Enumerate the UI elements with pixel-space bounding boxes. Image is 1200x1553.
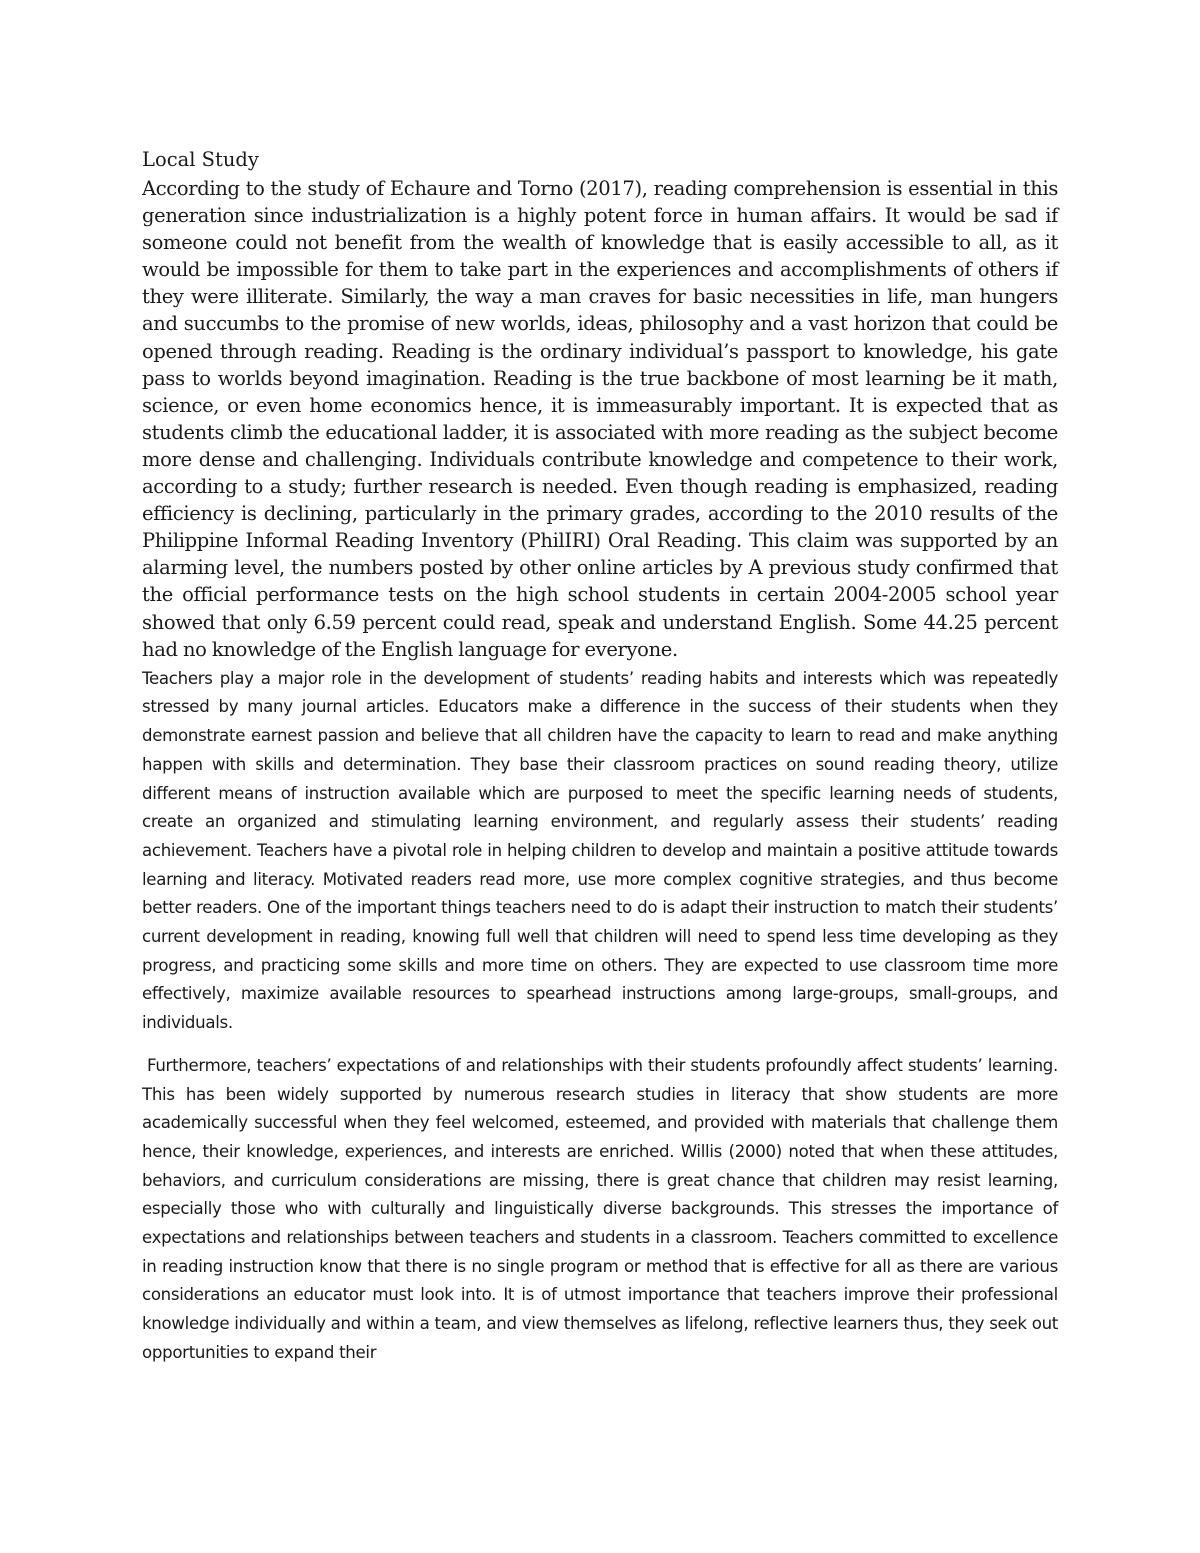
paragraph-local-study: According to the study of Echaure and Torno (2017), reading comprehension is essential in this generation since industrialization is a highly potent force in human affairs. It would be sad if someone could not benefit from the wealth of knowledge that is easily accessible to all, as it would be impossible for them to take part in the experiences and accomplishments of others if they were illiterate. Similarly, the way a man craves for basic necessities in life, man hungers and succumbs to the promise of new worlds, ideas, philosophy and a vast horizon that could be opened through reading. Reading is the ordinary individual’s passport to knowledge, his gate pass to worlds beyond imagination. Reading is the true backbone of most learning be it math, science, or even home economics hence, it is immeasurably important. It is expected that as students climb the educational ladder, it is associated with more reading as the subject become more dense and challenging. Individuals contribute knowledge and competence to their work, according to a study; further research is needed. Even though reading is emphasized, reading efficiency is declining, particularly in the primary grades, according to the 2010 results of the Philippine Informal Reading Inventory (PhilIRI) Oral Reading. This claim was supported by an alarming level, the numbers posted by other online articles by A previous study confirmed that the official performance tests on the high school students in certain 2004-2005 school year showed that only 6.59 percent could read, speak and understand English. Some 44.25 percent had no knowledge of the English language for everyone.: [142, 177, 1058, 661]
section-heading: Local Study: [142, 148, 259, 171]
paragraph-teachers-role: Teachers play a major role in the development of students’ reading habits and interests which was repeatedly stressed by many journal articles. Educators make a difference in the success of their students when they demonstrate earnest passion and believe that all children have the capacity to learn to read and make anything happen with skills and determination. They base their classroom practices on sound reading theory, utilize different means of instruction available which are purposed to meet the specific learning needs of students, create an organized and stimulating learning environment, and regularly assess their students’ reading achievement. Teachers have a pivotal role in helping children to develop and maintain a positive attitude towards learning and literacy. Motivated readers read more, use more complex cognitive strategies, and thus become better readers. One of the important things teachers need to do is adapt their instruction to match their students’ current development in reading, knowing full well that children will need to spend less time developing as they progress, and practicing some skills and more time on others. They are expected to use classroom time more effectively, maximize available resources to spearhead instructions among large-groups, small-groups, and individuals.: [142, 668, 1058, 1033]
document-body: [142, 146, 1058, 1368]
paragraph-teacher-expectations: Furthermore, teachers’ expectations of and relationships with their students profoundly affect students’ learning. This has been widely supported by numerous research studies in literacy that show students are more academically successful when they feel welcomed, esteemed, and provided with materials that challenge them hence, their knowledge, experiences, and interests are enriched. Willis (2000) noted that when these attitudes, behaviors, and curriculum considerations are missing, there is great chance that children may resist learning, especially those who with culturally and linguistically diverse backgrounds. This stresses the importance of expectations and relationships between teachers and students in a classroom. Teachers committed to excellence in reading instruction know that there is no single program or method that is effective for all as there are various considerations an educator must look into. It is of utmost importance that teachers improve their professional knowledge individually and within a team, and view themselves as lifelong, reflective learners thus, they seek out opportunities to expand their: [142, 1055, 1058, 1362]
